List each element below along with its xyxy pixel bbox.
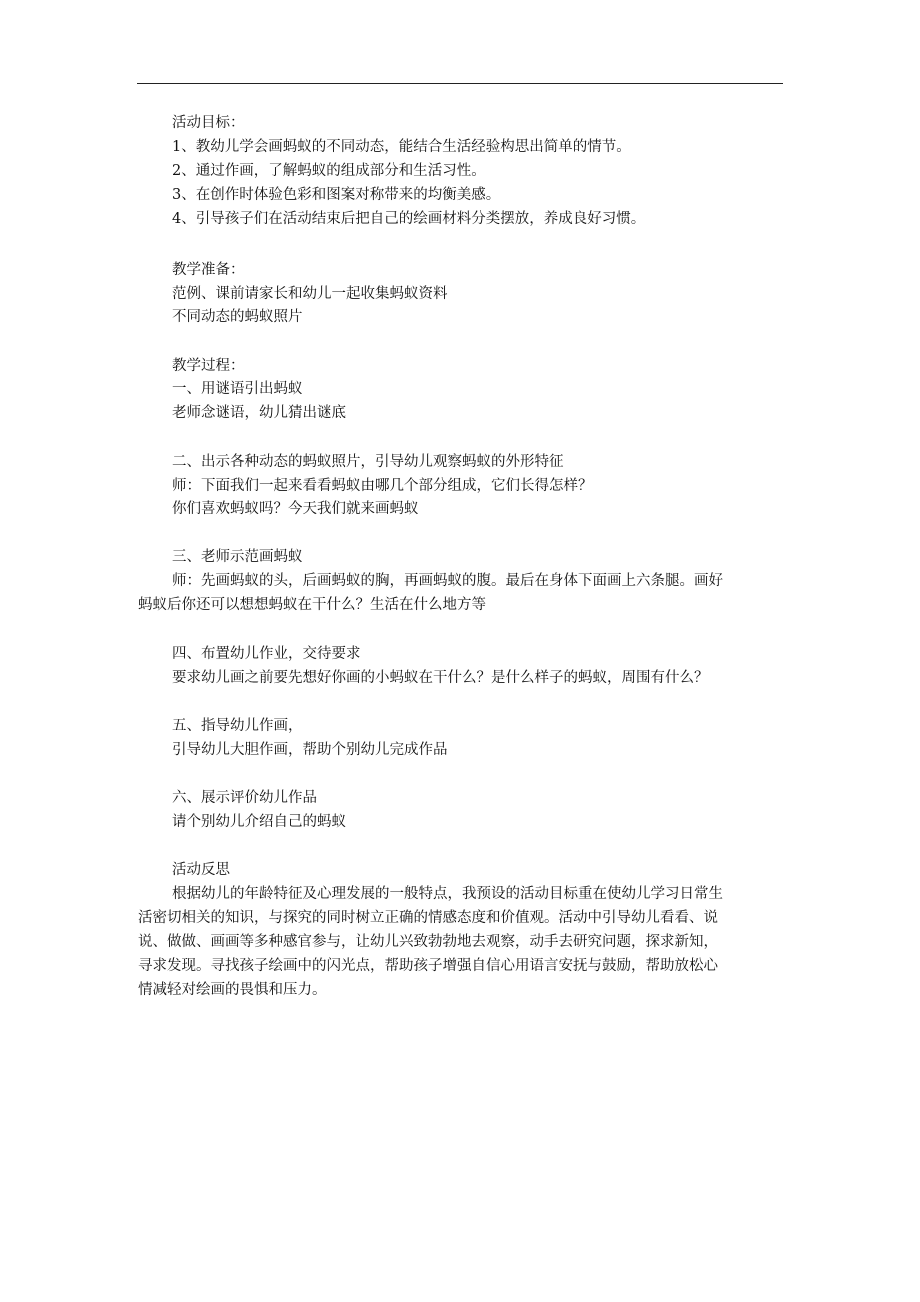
goal-item: 1、教幼儿学会画蚂蚁的不同动态，能结合生活经验构思出简单的情节。 <box>172 139 631 155</box>
step-title: 二、出示各种动态的蚂蚁照片，引导幼儿观察蚂蚁的外形特征 <box>172 454 564 470</box>
reflection-line: 说、做做、画画等多种感官参与，让幼儿兴致勃勃地去观察，动手去研究问题，探求新知， <box>138 934 718 950</box>
reflection-line: 活密切相关的知识，与探究的同时树立正确的情感态度和价值观。活动中引导幼儿看看、说 <box>138 910 718 926</box>
step-line: 老师念谜语，幼儿猜出谜底 <box>172 405 346 421</box>
step-title: 三、老师示范画蚂蚁 <box>172 549 303 565</box>
step-title: 六、展示评价幼儿作品 <box>172 790 317 806</box>
goal-item: 2、通过作画，了解蚂蚁的组成部分和生活习性。 <box>172 163 486 179</box>
step-line: 师：先画蚂蚁的头，后画蚂蚁的胸，再画蚂蚁的腹。最后在身体下面画上六条腿。画好 <box>172 573 723 589</box>
reflection-line: 根据幼儿的年龄特征及心理发展的一般特点，我预设的活动目标重在使幼儿学习日常生 <box>172 886 723 902</box>
goal-item: 3、在创作时体验色彩和图案对称带来的均衡美感。 <box>172 187 501 203</box>
step-line: 蚂蚁后你还可以想想蚂蚁在干什么？生活在什么地方等 <box>138 597 486 613</box>
step-line: 请个别幼儿介绍自己的蚂蚁 <box>172 814 346 830</box>
reflection-line: 寻求发现。寻找孩子绘画中的闪光点，帮助孩子增强自信心用语言安抚与鼓励，帮助放松心 <box>138 958 718 974</box>
prep-item: 范例、课前请家长和幼儿一起收集蚂蚁资料 <box>172 286 448 302</box>
goal-item: 4、引导孩子们在活动结束后把自己的绘画材料分类摆放，养成良好习惯。 <box>172 211 646 227</box>
goals-heading: 活动目标： <box>172 115 245 131</box>
step-line: 你们喜欢蚂蚁吗？今天我们就来画蚂蚁 <box>172 501 419 517</box>
prep-item: 不同动态的蚂蚁照片 <box>172 309 303 325</box>
step-title: 五、指导幼儿作画， <box>172 718 303 734</box>
reflection-heading: 活动反思 <box>172 862 230 878</box>
step-line: 师：下面我们一起来看看蚂蚁由哪几个部分组成，它们长得怎样？ <box>172 478 593 494</box>
step-line: 引导幼儿大胆作画，帮助个别幼儿完成作品 <box>172 742 448 758</box>
step-line: 要求幼儿画之前要先想好你画的小蚂蚁在干什么？是什么样子的蚂蚁，周围有什么？ <box>172 670 709 686</box>
header-rule <box>137 83 783 84</box>
step-title: 四、布置幼儿作业，交待要求 <box>172 646 361 662</box>
step-title: 一、用谜语引出蚂蚁 <box>172 381 303 397</box>
prep-heading: 教学准备： <box>172 262 245 278</box>
process-heading: 教学过程： <box>172 358 245 374</box>
reflection-line: 情减轻对绘画的畏惧和压力。 <box>138 982 327 998</box>
